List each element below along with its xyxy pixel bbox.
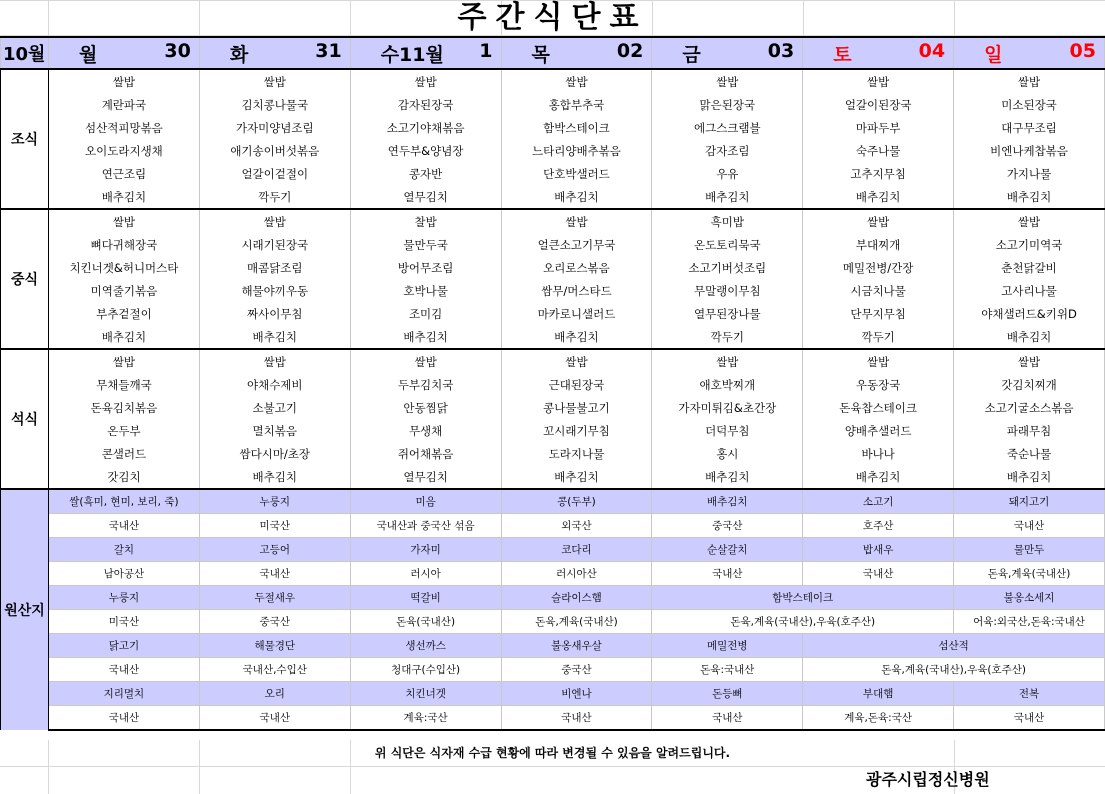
menu-row: [1, 419, 1105, 442]
origin-cell: 누룽지: [49, 586, 200, 610]
menu-item: 죽순나물: [954, 442, 1105, 465]
origin-cell: 러시아산: [501, 562, 652, 586]
menu-item: 춘천닭갈비: [954, 256, 1105, 279]
menu-item: 깍두기: [803, 325, 954, 349]
menu-row: [1, 185, 1105, 209]
menu-item: 배추김치: [954, 185, 1105, 209]
menu-item: 쌀밥: [350, 349, 501, 373]
menu-item: 콩나물불고기: [501, 396, 652, 419]
day-date: 02: [616, 39, 644, 62]
menu-item: 뼈다귀해장국: [49, 233, 200, 256]
origin-cell: 미음: [350, 489, 501, 514]
menu-item: 시금치나물: [803, 279, 954, 302]
menu-item: 콩자반: [350, 162, 501, 185]
menu-item: 쌀밥: [501, 209, 652, 233]
origin-cell: 비엔나: [501, 682, 652, 706]
menu-row: [1, 139, 1105, 162]
day-name: 금: [682, 43, 701, 66]
menu-item: 섬산적피망볶음: [49, 116, 200, 139]
menu-item: 함박스테이크: [501, 116, 652, 139]
menu-item: 연두부&양념장: [350, 139, 501, 162]
menu-item: 쌀밥: [652, 69, 803, 93]
menu-item: 고추지무침: [803, 162, 954, 185]
menu-item: 에그스크램블: [652, 116, 803, 139]
menu-item: 배추김치: [501, 325, 652, 349]
menu-item: 야채샐러드&키위D: [954, 302, 1105, 325]
origin-cell: 돈육,계육(국내산): [501, 610, 652, 634]
menu-item: 숙주나물: [803, 139, 954, 162]
menu-item: 감자조림: [652, 139, 803, 162]
menu-item: 쌀밥: [49, 69, 200, 93]
origin-cell: 닭고기: [49, 634, 200, 658]
day-name: 목: [531, 43, 550, 66]
menu-item: 찰밥: [350, 209, 501, 233]
origin-row: [1, 489, 1105, 514]
menu-row: [1, 69, 1105, 93]
menu-item: 쌀밥: [954, 349, 1105, 373]
origin-cell: 돈등뼈: [652, 682, 803, 706]
page-title: 주간식단표: [457, 0, 648, 35]
menu-item: 부추겉절이: [49, 302, 200, 325]
notice-text: 위 식단은 식자재 수급 현황에 따라 변경될 수 있음을 알려드립니다.: [374, 746, 731, 760]
menu-item: 쌀밥: [199, 349, 350, 373]
origin-cell: 떡갈비: [350, 586, 501, 610]
meal-label: 조식: [1, 69, 49, 209]
menu-item: 배추김치: [803, 465, 954, 489]
menu-item: 감자된장국: [350, 93, 501, 116]
menu-item: 배추김치: [652, 185, 803, 209]
menu-item: 바나나: [803, 442, 954, 465]
menu-item: 열무된장나물: [652, 302, 803, 325]
menu-item: 조미김: [350, 302, 501, 325]
menu-item: 파래무침: [954, 419, 1105, 442]
header-row: [1, 37, 1105, 69]
menu-item: 배추김치: [199, 465, 350, 489]
origin-cell: 국내산: [652, 562, 803, 586]
origin-cell: 국내산: [501, 706, 652, 731]
origin-cell: 누룽지: [199, 489, 350, 514]
menu-item: 홍시: [652, 442, 803, 465]
origin-label: 원산지: [1, 489, 49, 730]
menu-item: 마카로니샐러드: [501, 302, 652, 325]
menu-item: 무채들깨국: [49, 373, 200, 396]
menu-item: 쌀밥: [501, 69, 652, 93]
menu-item: 돈육찹스테이크: [803, 396, 954, 419]
day-name: 일: [984, 43, 1003, 66]
origin-cell: 밥새우: [803, 538, 954, 562]
menu-row: [1, 325, 1105, 349]
origin-cell: 슬라이스햄: [501, 586, 652, 610]
menu-item: 열무김치: [350, 185, 501, 209]
origin-cell: 소고기: [803, 489, 954, 514]
origin-cell: 국내산: [49, 514, 200, 538]
menu-item: 소고기버섯조림: [652, 256, 803, 279]
menu-item: 배추김치: [501, 465, 652, 489]
day-header: [803, 37, 954, 69]
menu-item: 오리로스볶음: [501, 256, 652, 279]
origin-row: [1, 634, 1105, 658]
menu-item: 갓김치찌개: [954, 373, 1105, 396]
origin-cell: 러시아: [350, 562, 501, 586]
menu-item: 양배추샐러드: [803, 419, 954, 442]
menu-item: 깍두기: [652, 325, 803, 349]
origin-cell: 중국산: [501, 658, 652, 682]
origin-row: [1, 706, 1105, 731]
day-name: 월: [79, 43, 98, 66]
menu-item: 해물야끼우동: [199, 279, 350, 302]
origin-cell: 계육:국산: [350, 706, 501, 731]
origin-cell: 돈육,계육(국내산),우육(호주산): [803, 658, 1105, 682]
origin-cell: 배추김치: [652, 489, 803, 514]
origin-cell: 메밀전병: [652, 634, 803, 658]
origin-cell: 국내산,수입산: [199, 658, 350, 682]
menu-item: 쌀밥: [803, 209, 954, 233]
day-name: 화: [229, 43, 249, 66]
menu-item: 갓김치: [49, 465, 200, 489]
menu-item: 배추김치: [652, 465, 803, 489]
menu-item: 가자미튀김&초간장: [652, 396, 803, 419]
origin-cell: 돈육,계육(국내산),우육(호주산): [652, 610, 954, 634]
menu-item: 더덕무침: [652, 419, 803, 442]
menu-item: 부대찌개: [803, 233, 954, 256]
day-header: [954, 37, 1105, 69]
origin-cell: 지리멸치: [49, 682, 200, 706]
meal-label: 중식: [1, 209, 49, 349]
menu-row: [1, 256, 1105, 279]
menu-row: [1, 396, 1105, 419]
menu-row: [1, 279, 1105, 302]
menu-item: 배추김치: [49, 325, 200, 349]
origin-cell: 전복: [954, 682, 1105, 706]
origin-cell: 물만두: [954, 538, 1105, 562]
menu-item: 흑미밥: [652, 209, 803, 233]
menu-item: 근대된장국: [501, 373, 652, 396]
menu-item: 홍합부추국: [501, 93, 652, 116]
menu-item: 가자미양념조림: [199, 116, 350, 139]
menu-item: 열무김치: [350, 465, 501, 489]
origin-cell: 부대햄: [803, 682, 954, 706]
menu-item: 배추김치: [954, 325, 1105, 349]
menu-item: 맑은된장국: [652, 93, 803, 116]
menu-item: 쌀밥: [954, 209, 1105, 233]
day-name: 수11월: [380, 43, 444, 66]
origin-cell: 순살갈치: [652, 538, 803, 562]
origin-cell: 불옹소세지: [954, 586, 1105, 610]
day-header: [501, 37, 652, 69]
menu-item: 소고기야채볶음: [350, 116, 501, 139]
origin-cell: 국내산: [199, 562, 350, 586]
menu-item: 배추김치: [199, 325, 350, 349]
origin-cell: 국내산: [199, 706, 350, 731]
menu-item: 김치콩나물국: [199, 93, 350, 116]
menu-item: 쌀밥: [501, 349, 652, 373]
menu-item: 꼬시래기무침: [501, 419, 652, 442]
origin-cell: 섬산적: [803, 634, 1105, 658]
menu-item: 배추김치: [803, 185, 954, 209]
day-header: [652, 37, 803, 69]
menu-item: 쌀밥: [350, 69, 501, 93]
menu-item: 소고기굴소스볶음: [954, 396, 1105, 419]
menu-item: 배추김치: [350, 325, 501, 349]
origin-cell: 고등어: [199, 538, 350, 562]
origin-cell: 어육:외국산,돈육:국내산: [954, 610, 1105, 634]
menu-item: 소고기미역국: [954, 233, 1105, 256]
menu-item: 쌀밥: [803, 69, 954, 93]
menu-row: [1, 349, 1105, 373]
origin-cell: 국내산: [652, 706, 803, 731]
menu-item: 쌀밥: [954, 69, 1105, 93]
menu-item: 쌈무/머스타드: [501, 279, 652, 302]
menu-item: 쥐어채볶음: [350, 442, 501, 465]
day-date: 04: [918, 39, 946, 62]
origin-cell: 돼지고기: [954, 489, 1105, 514]
menu-item: 얼갈이된장국: [803, 93, 954, 116]
menu-item: 우동장국: [803, 373, 954, 396]
day-date: 03: [767, 39, 795, 62]
month-label: 10월: [1, 37, 49, 69]
menu-item: 안동찜닭: [350, 396, 501, 419]
menu-item: 쌀밥: [199, 69, 350, 93]
menu-item: 배추김치: [954, 465, 1105, 489]
menu-item: 마파두부: [803, 116, 954, 139]
origin-cell: 돈육:국내산: [652, 658, 803, 682]
menu-item: 느타리양배추볶음: [501, 139, 652, 162]
day-date: 31: [315, 39, 342, 62]
origin-cell: 미국산: [49, 610, 200, 634]
menu-item: 도라지나물: [501, 442, 652, 465]
menu-item: 비엔나케찹볶음: [954, 139, 1105, 162]
origin-cell: 국내산: [954, 514, 1105, 538]
hospital-name: 광주시립정신병원: [866, 770, 990, 789]
origin-cell: 국내산: [49, 658, 200, 682]
menu-item: 미역줄기볶음: [49, 279, 200, 302]
origin-cell: 국내산: [954, 706, 1105, 731]
origin-cell: 돈육,계육(국내산): [954, 562, 1105, 586]
origin-cell: 생선까스: [350, 634, 501, 658]
menu-item: 쌀밥: [652, 349, 803, 373]
origin-cell: 콩(두부): [501, 489, 652, 514]
menu-row: [1, 465, 1105, 489]
origin-cell: 청대구(수입산): [350, 658, 501, 682]
menu-row: [1, 209, 1105, 233]
menu-item: 쌀밥: [49, 349, 200, 373]
origin-cell: 국내산: [803, 562, 954, 586]
menu-item: 애호박찌개: [652, 373, 803, 396]
origin-cell: 국내산: [49, 706, 200, 731]
menu-item: 쌀밥: [199, 209, 350, 233]
origin-row: [1, 514, 1105, 538]
origin-cell: 호주산: [803, 514, 954, 538]
origin-cell: 중국산: [199, 610, 350, 634]
origin-cell: 두절새우: [199, 586, 350, 610]
menu-item: 배추김치: [49, 185, 200, 209]
origin-cell: 국내산과 중국산 섞음: [350, 514, 501, 538]
origin-cell: 남아공산: [49, 562, 200, 586]
menu-item: 매콤닭조림: [199, 256, 350, 279]
menu-item: 얼큰소고기무국: [501, 233, 652, 256]
origin-cell: 계육,돈육:국산: [803, 706, 954, 731]
menu-item: 온두부: [49, 419, 200, 442]
menu-item: 단무지무침: [803, 302, 954, 325]
origin-row: [1, 586, 1105, 610]
origin-row: [1, 562, 1105, 586]
menu-item: 시래기된장국: [199, 233, 350, 256]
menu-row: [1, 373, 1105, 396]
menu-item: 가지나물: [954, 162, 1105, 185]
menu-item: 물만두국: [350, 233, 501, 256]
menu-item: 콘샐러드: [49, 442, 200, 465]
menu-item: 애기송이버섯볶음: [199, 139, 350, 162]
menu-row: [1, 116, 1105, 139]
menu-item: 무말랭이무침: [652, 279, 803, 302]
menu-item: 무생채: [350, 419, 501, 442]
menu-item: 야채수제비: [199, 373, 350, 396]
origin-row: [1, 610, 1105, 634]
menu-row: [1, 442, 1105, 465]
origin-cell: 가자미: [350, 538, 501, 562]
origin-cell: 외국산: [501, 514, 652, 538]
origin-cell: 갈치: [49, 538, 200, 562]
origin-cell: 돈육(국내산): [350, 610, 501, 634]
origin-cell: 치킨너겟: [350, 682, 501, 706]
menu-item: 두부김치국: [350, 373, 501, 396]
menu-item: 깍두기: [199, 185, 350, 209]
menu-item: 멸치볶음: [199, 419, 350, 442]
origin-cell: 중국산: [652, 514, 803, 538]
menu-row: [1, 302, 1105, 325]
menu-item: 쌈다시마/초장: [199, 442, 350, 465]
menu-item: 짜사이무침: [199, 302, 350, 325]
menu-row: [1, 233, 1105, 256]
origin-cell: 함박스테이크: [652, 586, 954, 610]
menu-item: 오이도라지생채: [49, 139, 200, 162]
day-header: [199, 37, 350, 69]
menu-item: 온도토리묵국: [652, 233, 803, 256]
menu-item: 쌀밥: [803, 349, 954, 373]
day-name: 토: [833, 43, 852, 66]
menu-item: 돈육김치볶음: [49, 396, 200, 419]
day-header: [49, 37, 200, 69]
weekly-menu-table: [0, 36, 1105, 731]
day-date: 30: [164, 39, 191, 62]
menu-item: 단호박샐러드: [501, 162, 652, 185]
origin-cell: 쌀(흑미, 현미, 보리, 죽): [49, 489, 200, 514]
menu-item: 우유: [652, 162, 803, 185]
day-date: 1: [479, 39, 493, 62]
menu-item: 연근조림: [49, 162, 200, 185]
day-header: [350, 37, 501, 69]
menu-row: [1, 162, 1105, 185]
origin-cell: 오리: [199, 682, 350, 706]
menu-item: 치킨너겟&허니머스타: [49, 256, 200, 279]
menu-item: 계란파국: [49, 93, 200, 116]
origin-cell: 미국산: [199, 514, 350, 538]
menu-item: 미소된장국: [954, 93, 1105, 116]
menu-item: 호박나물: [350, 279, 501, 302]
meal-label: 석식: [1, 349, 49, 489]
menu-item: 소불고기: [199, 396, 350, 419]
menu-item: 얼갈이겉절이: [199, 162, 350, 185]
menu-item: 메밀전병/간장: [803, 256, 954, 279]
origin-row: [1, 538, 1105, 562]
origin-cell: 불옹새우살: [501, 634, 652, 658]
menu-item: 방어무조림: [350, 256, 501, 279]
origin-cell: 해물경단: [199, 634, 350, 658]
origin-row: [1, 658, 1105, 682]
day-date: 05: [1069, 39, 1096, 62]
origin-row: [1, 682, 1105, 706]
menu-item: 배추김치: [501, 185, 652, 209]
menu-item: 고사리나물: [954, 279, 1105, 302]
menu-item: 대구무조림: [954, 116, 1105, 139]
origin-cell: 코다리: [501, 538, 652, 562]
menu-row: [1, 93, 1105, 116]
menu-item: 쌀밥: [49, 209, 200, 233]
